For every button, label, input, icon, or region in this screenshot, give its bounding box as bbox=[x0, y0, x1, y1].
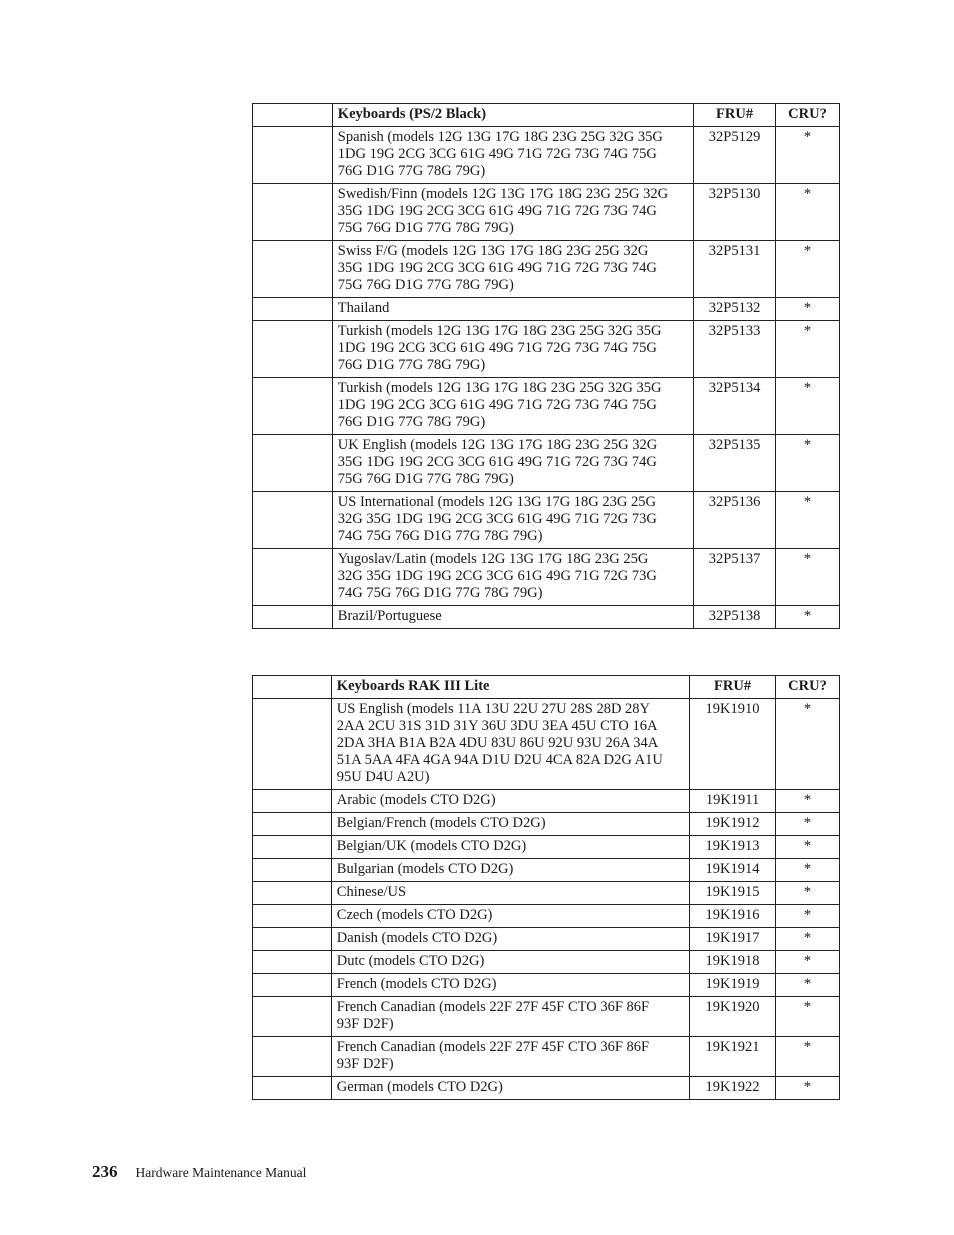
cru-cell: * bbox=[776, 1077, 840, 1100]
fru-cell: 19K1912 bbox=[690, 813, 776, 836]
index-cell bbox=[253, 790, 332, 813]
cru-cell: * bbox=[776, 241, 840, 298]
description-cell: German (models CTO D2G) bbox=[331, 1077, 689, 1100]
fru-cell: 19K1916 bbox=[690, 905, 776, 928]
cru-cell: * bbox=[776, 882, 840, 905]
cru-column-header: CRU? bbox=[776, 104, 840, 127]
fru-column-header: FRU# bbox=[694, 104, 776, 127]
table-row bbox=[253, 378, 840, 435]
description-cell: UK English (models 12G 13G 17G 18G 23G 25G 32G 35G 1DG 19G 2CG 3CG 61G 49G 71G 72G 73G 74G 75G 76G D1G 77G 78G 79G) bbox=[332, 435, 693, 492]
index-cell bbox=[253, 492, 333, 549]
cru-column-header: CRU? bbox=[776, 676, 840, 699]
table-row bbox=[253, 435, 840, 492]
index-header-cell bbox=[253, 676, 332, 699]
cru-cell: * bbox=[776, 790, 840, 813]
cru-cell: * bbox=[776, 492, 840, 549]
index-cell bbox=[253, 127, 333, 184]
description-cell: French (models CTO D2G) bbox=[331, 974, 689, 997]
description-cell: Spanish (models 12G 13G 17G 18G 23G 25G 32G 35G 1DG 19G 2CG 3CG 61G 49G 71G 72G 73G 74G 75G 76G D1G 77G 78G 79G) bbox=[332, 127, 693, 184]
cru-cell: * bbox=[776, 606, 840, 629]
description-cell: US English (models 11A 13U 22U 27U 28S 28D 28Y 2AA 2CU 31S 31D 31Y 36U 3DU 3EA 45U CTO 16A 2DA 3HA B1A B2A 4DU 83U 86U 92U 93U 26A 34A 51A 5AA 4FA 4GA 94A D1U D2U 4CA 82A D2G A1U 95U D4U A2U) bbox=[331, 699, 689, 790]
table-row bbox=[253, 241, 840, 298]
description-cell: Swedish/Finn (models 12G 13G 17G 18G 23G 25G 32G 35G 1DG 19G 2CG 3CG 61G 49G 71G 72G 73G 74G 75G 76G D1G 77G 78G 79G) bbox=[332, 184, 693, 241]
index-cell bbox=[253, 435, 333, 492]
fru-cell: 19K1921 bbox=[690, 1037, 776, 1077]
page-number: 236 bbox=[92, 1162, 118, 1181]
description-cell: Danish (models CTO D2G) bbox=[331, 928, 689, 951]
index-cell bbox=[253, 836, 332, 859]
table-row bbox=[253, 1077, 840, 1100]
index-cell bbox=[253, 974, 332, 997]
fru-cell: 32P5132 bbox=[694, 298, 776, 321]
fru-cell: 19K1914 bbox=[690, 859, 776, 882]
fru-cell: 32P5136 bbox=[694, 492, 776, 549]
index-header-cell bbox=[253, 104, 333, 127]
index-cell bbox=[253, 321, 333, 378]
table-title: Keyboards (PS/2 Black) bbox=[332, 104, 693, 127]
table-row bbox=[253, 549, 840, 606]
index-cell bbox=[253, 184, 333, 241]
description-cell: Arabic (models CTO D2G) bbox=[331, 790, 689, 813]
page-footer bbox=[92, 1162, 306, 1182]
description-cell: French Canadian (models 22F 27F 45F CTO 36F 86F 93F D2F) bbox=[331, 1037, 689, 1077]
description-cell: Thailand bbox=[332, 298, 693, 321]
fru-cell: 32P5135 bbox=[694, 435, 776, 492]
description-cell: Yugoslav/Latin (models 12G 13G 17G 18G 23G 25G 32G 35G 1DG 19G 2CG 3CG 61G 49G 71G 72G 73G 74G 75G 76G D1G 77G 78G 79G) bbox=[332, 549, 693, 606]
fru-cell: 32P5130 bbox=[694, 184, 776, 241]
table-row bbox=[253, 905, 840, 928]
fru-cell: 19K1922 bbox=[690, 1077, 776, 1100]
index-cell bbox=[253, 699, 332, 790]
table-row bbox=[253, 606, 840, 629]
fru-cell: 32P5137 bbox=[694, 549, 776, 606]
table-row bbox=[253, 859, 840, 882]
manual-title: Hardware Maintenance Manual bbox=[135, 1165, 307, 1180]
description-cell: Belgian/UK (models CTO D2G) bbox=[331, 836, 689, 859]
table-header-row bbox=[253, 676, 840, 699]
description-cell: Czech (models CTO D2G) bbox=[331, 905, 689, 928]
description-cell: Bulgarian (models CTO D2G) bbox=[331, 859, 689, 882]
cru-cell: * bbox=[776, 951, 840, 974]
cru-cell: * bbox=[776, 905, 840, 928]
table-body bbox=[253, 127, 840, 629]
description-cell: French Canadian (models 22F 27F 45F CTO 36F 86F 93F D2F) bbox=[331, 997, 689, 1037]
table-row bbox=[253, 184, 840, 241]
fru-cell: 19K1915 bbox=[690, 882, 776, 905]
index-cell bbox=[253, 905, 332, 928]
index-cell bbox=[253, 606, 333, 629]
fru-cell: 32P5131 bbox=[694, 241, 776, 298]
index-cell bbox=[253, 1077, 332, 1100]
index-cell bbox=[253, 549, 333, 606]
table-row bbox=[253, 127, 840, 184]
table-body bbox=[253, 699, 840, 1100]
table-row bbox=[253, 997, 840, 1037]
table-row bbox=[253, 836, 840, 859]
index-cell bbox=[253, 951, 332, 974]
description-cell: Dutc (models CTO D2G) bbox=[331, 951, 689, 974]
index-cell bbox=[253, 298, 333, 321]
description-cell: Swiss F/G (models 12G 13G 17G 18G 23G 25G 32G 35G 1DG 19G 2CG 3CG 61G 49G 71G 72G 73G 74G 75G 76G D1G 77G 78G 79G) bbox=[332, 241, 693, 298]
table-row bbox=[253, 882, 840, 905]
fru-cell: 32P5138 bbox=[694, 606, 776, 629]
table-row bbox=[253, 790, 840, 813]
cru-cell: * bbox=[776, 836, 840, 859]
description-cell: US International (models 12G 13G 17G 18G 23G 25G 32G 35G 1DG 19G 2CG 3CG 61G 49G 71G 72G 73G 74G 75G 76G D1G 77G 78G 79G) bbox=[332, 492, 693, 549]
fru-cell: 19K1919 bbox=[690, 974, 776, 997]
cru-cell: * bbox=[776, 974, 840, 997]
keyboards-ps2-black-table bbox=[252, 103, 840, 629]
table-row bbox=[253, 1037, 840, 1077]
fru-cell: 32P5133 bbox=[694, 321, 776, 378]
description-cell: Turkish (models 12G 13G 17G 18G 23G 25G 32G 35G 1DG 19G 2CG 3CG 61G 49G 71G 72G 73G 74G 75G 76G D1G 77G 78G 79G) bbox=[332, 321, 693, 378]
cru-cell: * bbox=[776, 184, 840, 241]
index-cell bbox=[253, 997, 332, 1037]
index-cell bbox=[253, 1037, 332, 1077]
table-title: Keyboards RAK III Lite bbox=[331, 676, 689, 699]
table-row bbox=[253, 928, 840, 951]
description-cell: Belgian/French (models CTO D2G) bbox=[331, 813, 689, 836]
table-row bbox=[253, 699, 840, 790]
table-row bbox=[253, 974, 840, 997]
description-cell: Turkish (models 12G 13G 17G 18G 23G 25G 32G 35G 1DG 19G 2CG 3CG 61G 49G 71G 72G 73G 74G 75G 76G D1G 77G 78G 79G) bbox=[332, 378, 693, 435]
fru-cell: 19K1910 bbox=[690, 699, 776, 790]
table-header-row bbox=[253, 104, 840, 127]
cru-cell: * bbox=[776, 1037, 840, 1077]
fru-column-header: FRU# bbox=[690, 676, 776, 699]
table-row bbox=[253, 298, 840, 321]
index-cell bbox=[253, 882, 332, 905]
fru-cell: 19K1913 bbox=[690, 836, 776, 859]
cru-cell: * bbox=[776, 997, 840, 1037]
fru-cell: 19K1911 bbox=[690, 790, 776, 813]
keyboards-rak-iii-lite-table bbox=[252, 675, 840, 1100]
cru-cell: * bbox=[776, 378, 840, 435]
table-row bbox=[253, 321, 840, 378]
cru-cell: * bbox=[776, 127, 840, 184]
cru-cell: * bbox=[776, 321, 840, 378]
table-row bbox=[253, 492, 840, 549]
fru-cell: 32P5129 bbox=[694, 127, 776, 184]
cru-cell: * bbox=[776, 859, 840, 882]
index-cell bbox=[253, 859, 332, 882]
description-cell: Chinese/US bbox=[331, 882, 689, 905]
fru-cell: 19K1918 bbox=[690, 951, 776, 974]
cru-cell: * bbox=[776, 928, 840, 951]
cru-cell: * bbox=[776, 549, 840, 606]
index-cell bbox=[253, 378, 333, 435]
fru-cell: 32P5134 bbox=[694, 378, 776, 435]
cru-cell: * bbox=[776, 435, 840, 492]
table-row bbox=[253, 813, 840, 836]
index-cell bbox=[253, 241, 333, 298]
cru-cell: * bbox=[776, 699, 840, 790]
cru-cell: * bbox=[776, 298, 840, 321]
index-cell bbox=[253, 813, 332, 836]
table-row bbox=[253, 951, 840, 974]
description-cell: Brazil/Portuguese bbox=[332, 606, 693, 629]
fru-cell: 19K1920 bbox=[690, 997, 776, 1037]
cru-cell: * bbox=[776, 813, 840, 836]
index-cell bbox=[253, 928, 332, 951]
fru-cell: 19K1917 bbox=[690, 928, 776, 951]
